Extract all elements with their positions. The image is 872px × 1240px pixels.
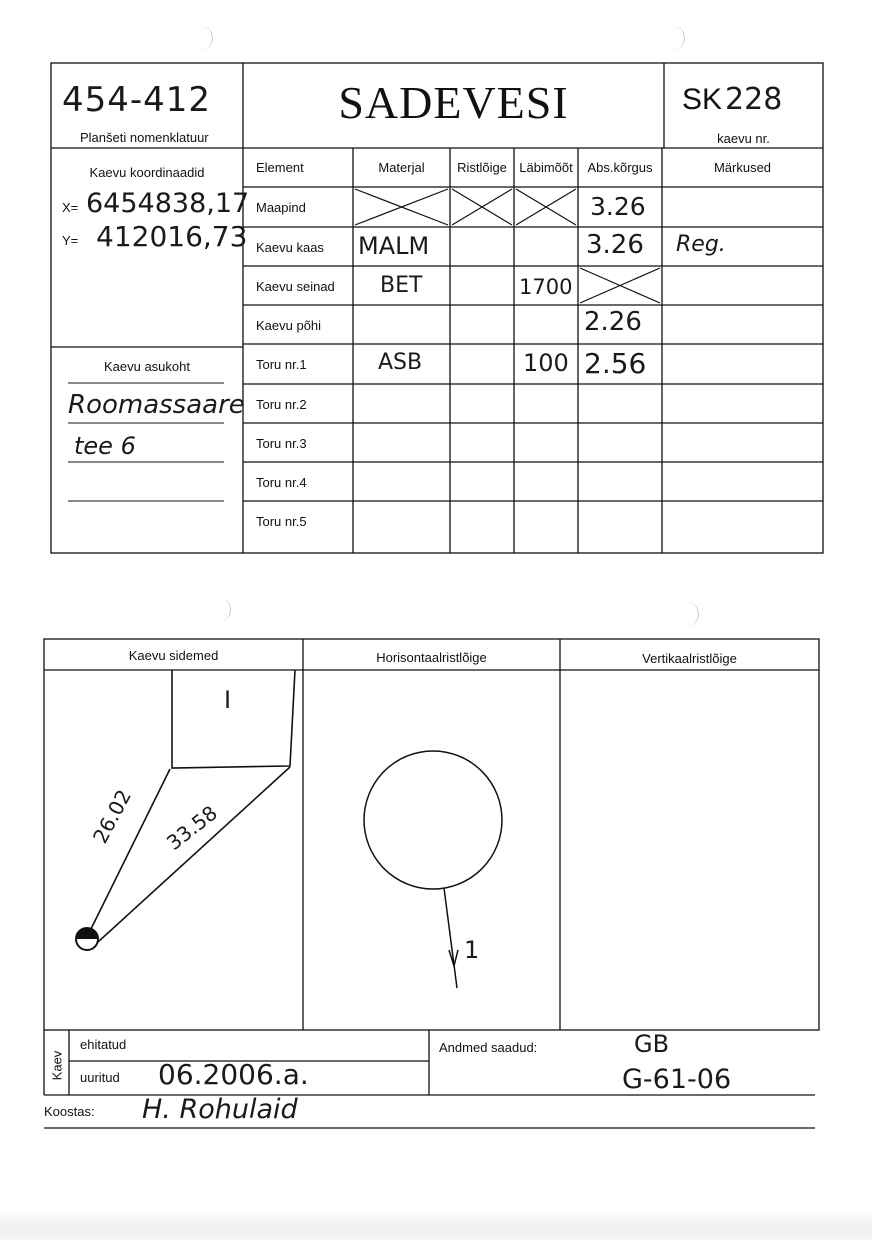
y-label: Y= bbox=[62, 233, 79, 248]
x-label: X= bbox=[62, 200, 79, 215]
surveyed-value: 06.2006.a. bbox=[158, 1058, 309, 1091]
row-label: Kaevu kaas bbox=[256, 240, 324, 255]
row-label: Toru nr.3 bbox=[256, 436, 307, 451]
surveyed-label: uuritud bbox=[80, 1070, 120, 1085]
col-header-abs: Abs.kõrgus bbox=[587, 160, 653, 175]
author-label: Koostas: bbox=[44, 1104, 95, 1119]
distance-1: 26.02 bbox=[88, 785, 137, 848]
row-label: Toru nr.4 bbox=[256, 475, 307, 490]
kaev-label: Kaev bbox=[49, 1050, 65, 1081]
row-label: Toru nr.5 bbox=[256, 514, 307, 529]
row-label: Toru nr.1 bbox=[256, 357, 307, 372]
data-received-value2: G-61-06 bbox=[622, 1064, 732, 1095]
col-header-materjal: Materjal bbox=[378, 160, 425, 175]
cell-abs: 2.26 bbox=[584, 307, 642, 337]
pipe-label: 1 bbox=[464, 936, 480, 964]
scan-edge bbox=[0, 1212, 872, 1240]
page-title: SADEVESI bbox=[338, 77, 569, 128]
well-number bbox=[682, 82, 782, 117]
cell-materjal: BET bbox=[380, 273, 423, 298]
author-value: H. Rohulaid bbox=[142, 1094, 298, 1125]
col-header-element: Element bbox=[256, 160, 304, 175]
col-header-ristloige: Ristlõige bbox=[457, 160, 507, 175]
col-header-labimoot: Läbimõõt bbox=[519, 160, 573, 175]
cell-materjal: MALM bbox=[358, 232, 430, 260]
well-label: kaevu nr. bbox=[717, 131, 770, 146]
location-line2: tee 6 bbox=[74, 432, 136, 460]
row-label: Toru nr.2 bbox=[256, 397, 307, 412]
cell-labimoot: 100 bbox=[523, 349, 569, 377]
cell-abs: 2.56 bbox=[584, 347, 647, 380]
data-received-label: Andmed saadud: bbox=[439, 1040, 538, 1055]
plan-number: 454-412 bbox=[62, 80, 212, 120]
sketch-col-horizontal: Horisontaalristlõige bbox=[376, 650, 487, 665]
location-label: Kaevu asukoht bbox=[103, 359, 190, 374]
row-label: Kaevu seinad bbox=[256, 279, 335, 294]
distance-2: 33.58 bbox=[162, 800, 222, 855]
plan-label: Planšeti nomenklatuur bbox=[80, 130, 209, 145]
coords-label: Kaevu koordinaadid bbox=[89, 165, 205, 180]
cell-abs: 3.26 bbox=[586, 230, 644, 260]
well-number-value: 228 bbox=[725, 82, 783, 117]
cell-markused: Reg. bbox=[676, 232, 726, 257]
sketch-col-vertical: Vertikaalristlõige bbox=[642, 651, 737, 666]
data-received-value1: GB bbox=[634, 1030, 670, 1058]
well-symbol bbox=[76, 928, 98, 950]
y-value: 412016,73 bbox=[96, 220, 248, 253]
cell-labimoot: 1700 bbox=[519, 275, 573, 299]
built-label: ehitatud bbox=[80, 1037, 127, 1052]
cell-materjal: ASB bbox=[378, 350, 423, 375]
well-prefix: SK bbox=[682, 83, 723, 116]
cell-abs: 3.26 bbox=[590, 192, 646, 221]
horizontal-section bbox=[364, 751, 502, 988]
row-label: Kaevu põhi bbox=[256, 318, 322, 333]
building-label: I bbox=[224, 686, 232, 714]
sketch-col-sidemed: Kaevu sidemed bbox=[128, 648, 219, 663]
row-label: Maapind bbox=[256, 200, 306, 215]
x-value: 6454838,17 bbox=[86, 188, 250, 219]
col-header-markused: Märkused bbox=[713, 160, 772, 175]
location-line1: Roomassaare bbox=[68, 390, 245, 420]
